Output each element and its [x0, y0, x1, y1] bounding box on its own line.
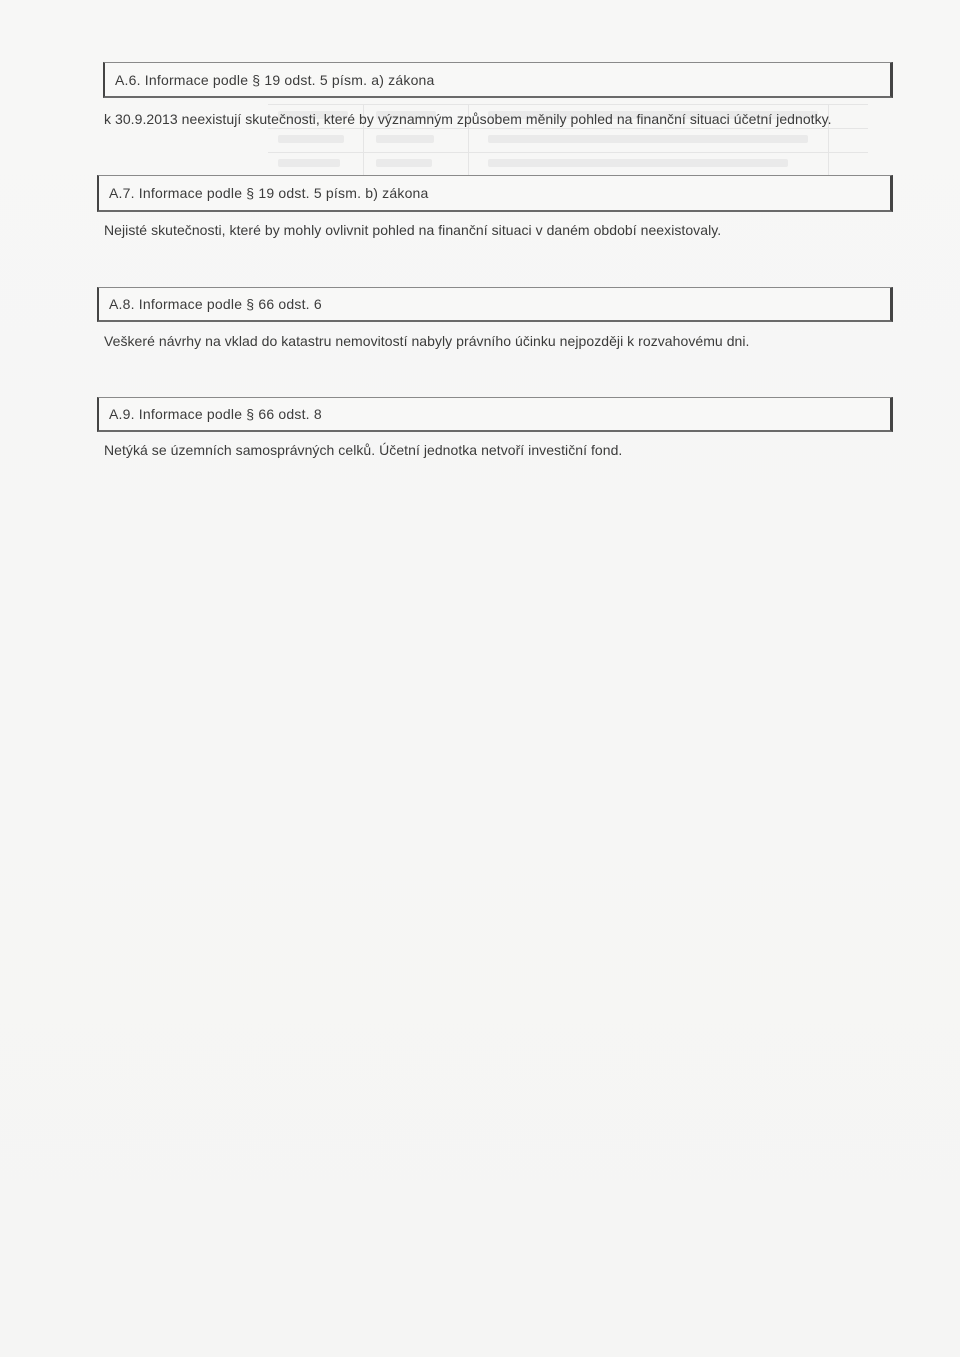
- section-a6-heading-box: [103, 62, 893, 98]
- section-heading: A.7. Informace podle § 19 odst. 5 písm. b) zákona: [109, 185, 429, 201]
- section-heading: A.8. Informace podle § 66 odst. 6: [109, 296, 322, 312]
- section-a7-text: Nejisté skutečnosti, které by mohly ovlivnit pohled na finanční situaci v daném období neexistovaly.: [104, 222, 722, 238]
- section-heading: A.6. Informace podle § 19 odst. 5 písm. a) zákona: [115, 71, 435, 88]
- section-a9-text: Netýká se územních samosprávných celků. Účetní jednotka netvoří investiční fond.: [104, 442, 623, 458]
- section-a8-text: Veškeré návrhy na vklad do katastru nemovitostí nabyly právního účinku nejpozději k rozvahovému dni.: [104, 333, 750, 349]
- bleed-row: [268, 152, 868, 175]
- bleed-row: [268, 128, 868, 151]
- section-heading: A.9. Informace podle § 66 odst. 8: [109, 406, 322, 422]
- section-a8-heading-box: [97, 287, 893, 322]
- section-a6-text: k 30.9.2013 neexistují skutečnosti, které by významným způsobem měnily pohled na finanční situaci účetní jednotky.: [104, 111, 832, 127]
- section-a7-heading-box: [97, 175, 893, 212]
- section-a9-heading-box: [97, 397, 893, 432]
